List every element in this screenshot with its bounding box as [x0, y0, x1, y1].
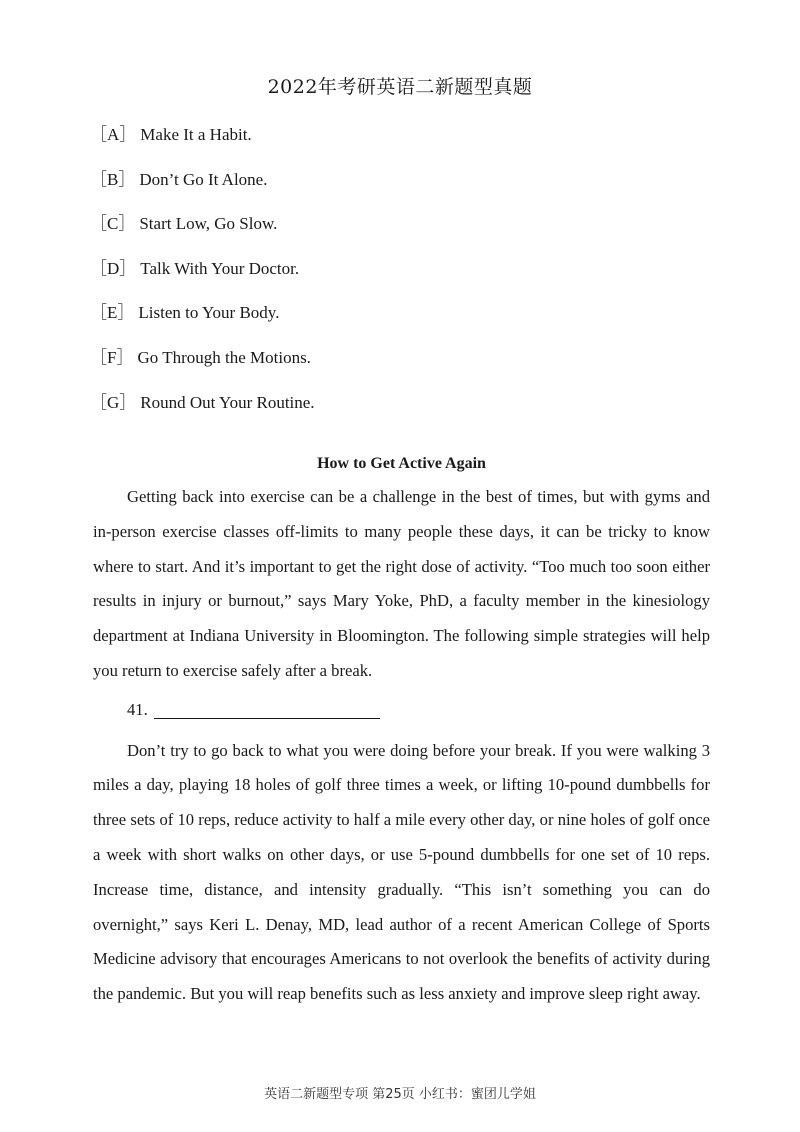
option-a: [90, 121, 710, 166]
option-f: [90, 344, 710, 389]
option-key: ［C］: [90, 214, 136, 234]
option-key: ［F］: [90, 347, 134, 367]
option-text: Talk With Your Doctor.: [140, 258, 300, 278]
intro-paragraph: Getting back into exercise can be a challenge in the best of times, but with gyms and in-person exercise classes off-limits to many people these days, it can be tricky to know where to start. And it’s important to get the right dose of activity. “Too much too soon either results in injury or burnout,” says Mary Yoke, PhD, a faculty member in the kinesiology department at Indiana University in Bloomington. The following simple strategies will help you return to exercise safely after a break.: [93, 487, 710, 680]
page-footer: 英语二新题型专项 第25页 小红书：蜜团儿学姐: [264, 1087, 536, 1102]
option-key: ［E］: [90, 303, 135, 323]
option-list: [90, 121, 710, 433]
option-text: Make It a Habit.: [140, 125, 252, 144]
question-41: [93, 693, 710, 728]
option-text: Don’t Go It Alone.: [139, 169, 268, 189]
article: [93, 452, 710, 1012]
option-text: Round Out Your Routine.: [140, 392, 315, 412]
option-e: [90, 299, 710, 344]
question-number: 41.: [127, 699, 148, 719]
option-key: ［B］: [90, 169, 136, 189]
option-key: ［A］: [90, 125, 137, 144]
option-text: Listen to Your Body.: [138, 303, 280, 323]
option-g: [90, 389, 710, 434]
answer-blank[interactable]: [154, 700, 380, 719]
option-key: ［D］: [90, 258, 137, 278]
option-c: [90, 210, 710, 255]
option-key: ［G］: [90, 392, 137, 412]
option-text: Go Through the Motions.: [137, 347, 311, 367]
option-text: Start Low, Go Slow.: [139, 214, 278, 234]
page-title: 2022年考研英语二新题型真题: [267, 76, 533, 98]
article-title: How to Get Active Again: [317, 455, 486, 472]
option-b: [90, 166, 710, 211]
option-d: [90, 255, 710, 300]
paragraph-41: Don’t try to go back to what you were doing before your break. If you were walking 3 miles a day, playing 18 holes of golf three times a week, or lifting 10-pound dumbbells for three sets of 10 reps, reduce activity to half a mile every other day, or nine holes of golf once a week with short walks on other days, or use 5-pound dumbbells for one set of 10 reps. Increase time, distance, and intensity gradually. “This isn’t something you can do overnight,” says Keri L. Denay, MD, lead author of a recent American College of Sports Medicine advisory that encourages Americans to not overlook the benefits of activity during the pandemic. But you will reap benefits such as less anxiety and improve sleep right away.: [93, 740, 710, 1004]
